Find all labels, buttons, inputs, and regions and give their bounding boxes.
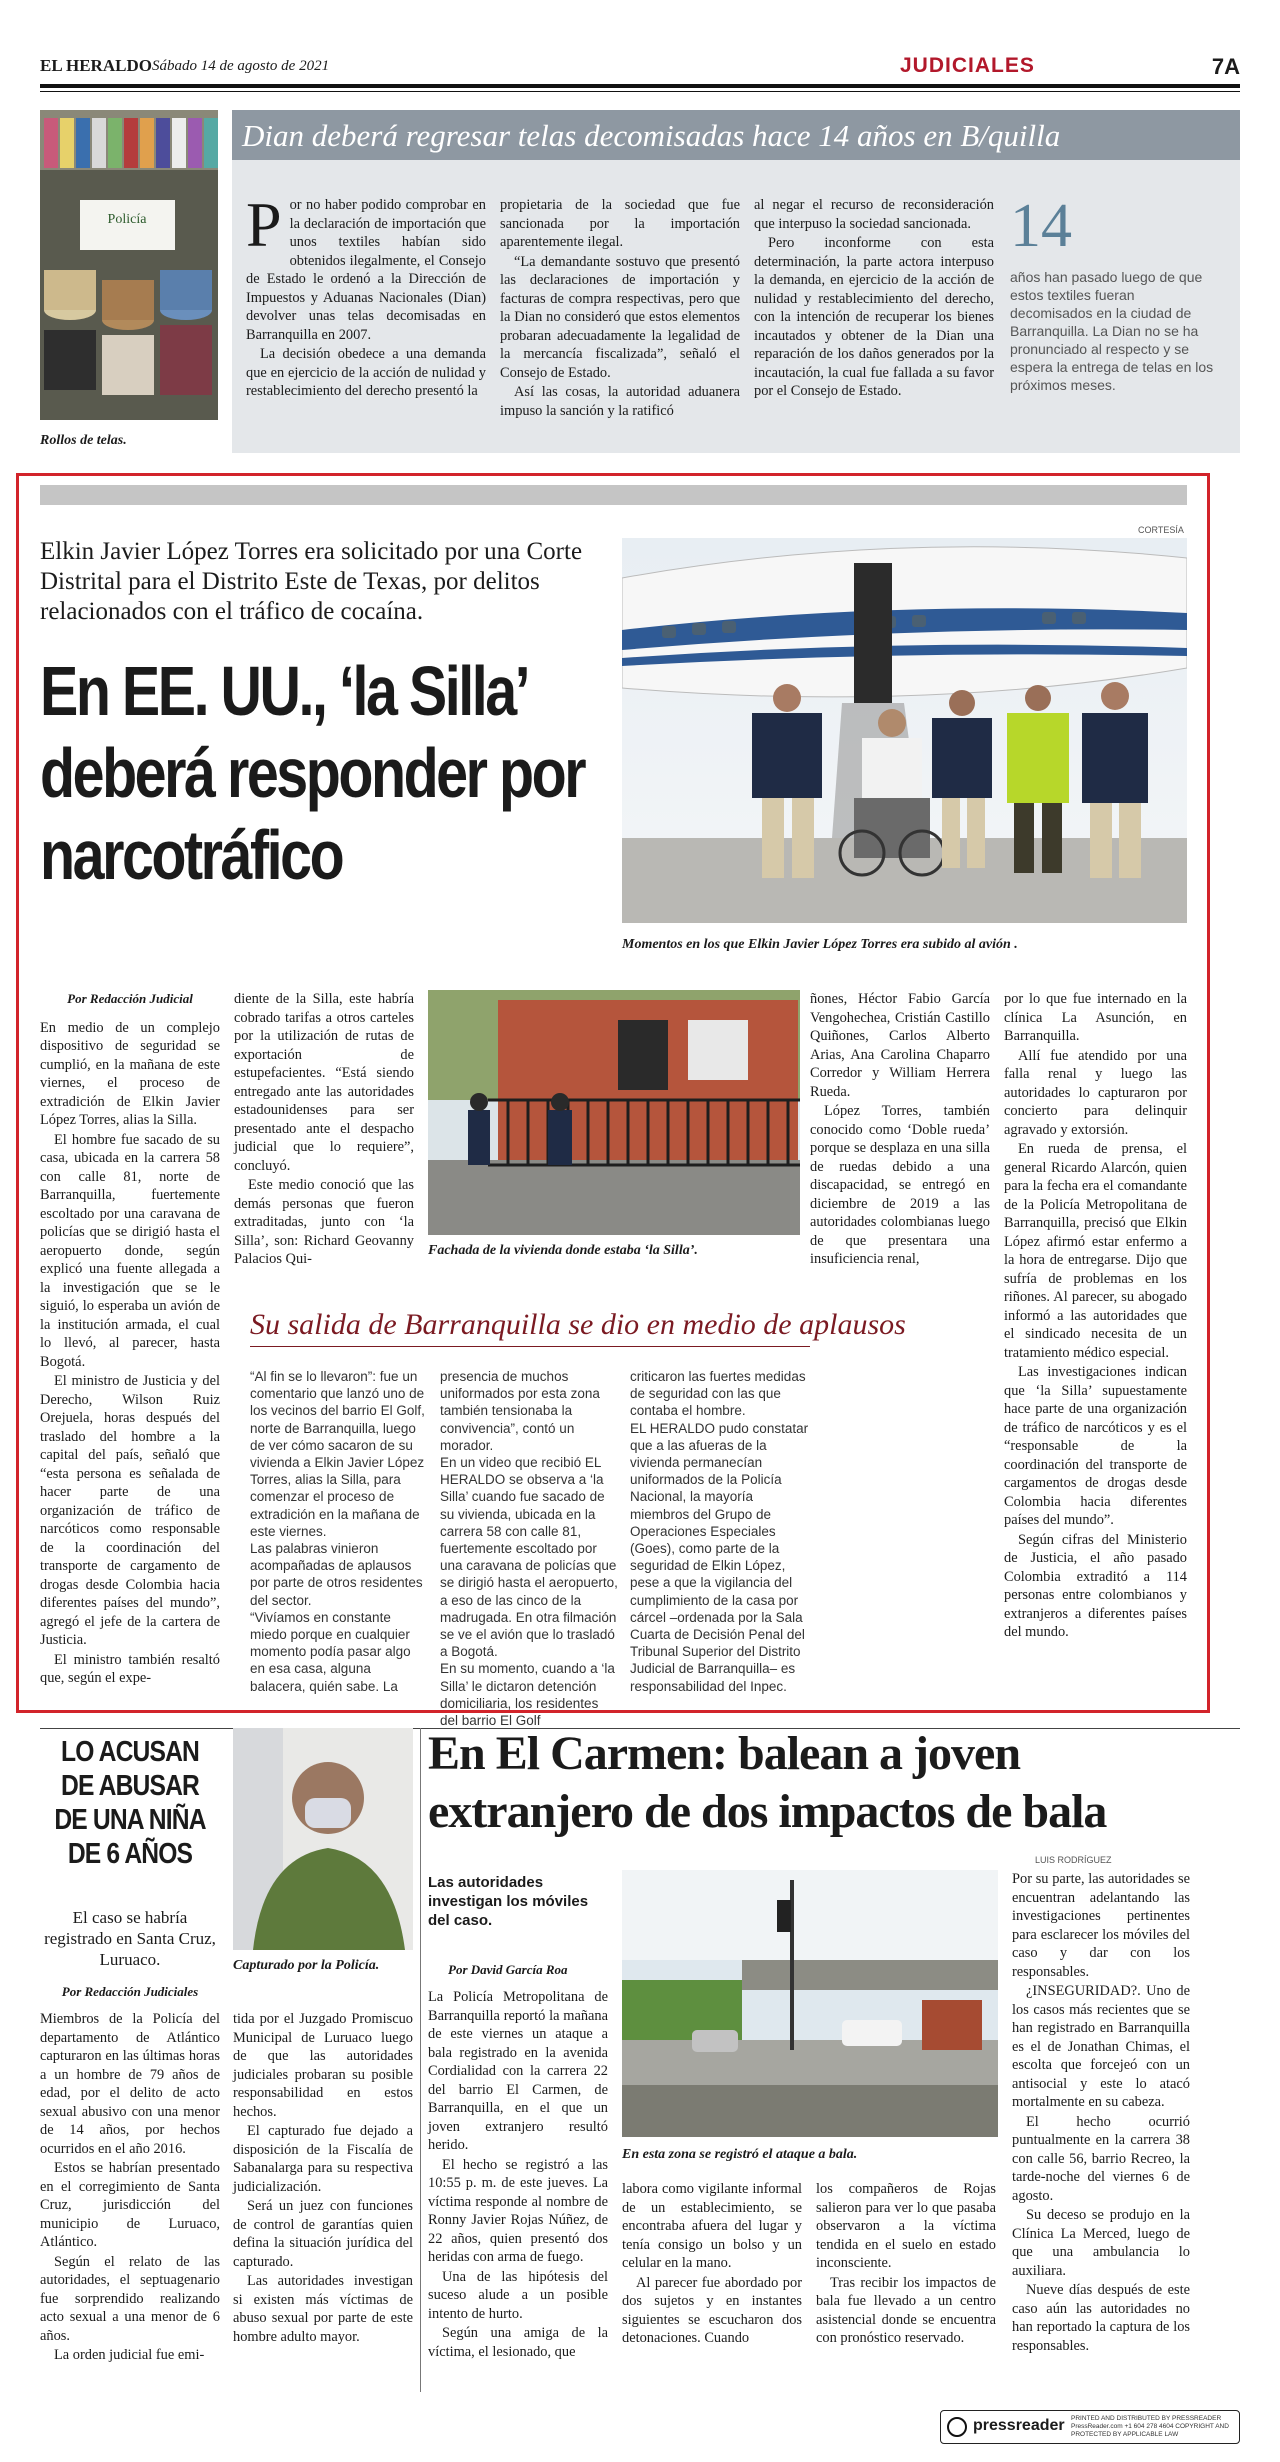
- feature-subheadline: Su salida de Barranquilla se dio en medio de aplausos: [250, 1308, 906, 1341]
- issue-date: Sábado 14 de agosto de 2021: [152, 58, 330, 74]
- feature-column-4: por lo que fue internado en la clínica La Asunción, en Barranquilla. Allí fue atendido por una falla renal y luego las autoridades lo capturaron por concierto para delinquir agravado y extorsión. En rueda de prensa, el general Ricardo Alarcón, quien para la fecha era el comandante de la Policía Metropolitana de Barranquilla, precisó que Elkin López afirmó estar enfermo a la hora de entregarse. Dijo que sufría de problemas en los riñones. Al parecer, su abogado informó a las autoridades que el sindicado necesita de un tratamiento médico especial. Las investigaciones indican que ‘la Silla’ supuestamente hace parte de una organización de tráfico de narcóticos y es el “responsable de la coordinación del transporte de cargamentos de drogas desde Colombia hacia diferentes países del mundo”. Según cifras del Ministerio de Justicia, el año pasado Colombia extraditó a 114 personas entre colombianos y extranjeros a diferentes países del mundo.: [1004, 991, 1187, 1640]
- dian-headline: Dian deberá regresar telas decomisadas hace 14 años en B/quilla: [242, 118, 1061, 153]
- sidebar-column-1: “Al fin se lo llevaron”: fue un comentario que lanzó uno de los vecinos del barrio El Golf, norte de Barranquilla, luego de ver cómo sacaron de su vivienda a Elkin Javier López Torres, alias la Silla, para comenzar el proceso de extradición en la mañana de este viernes. Las palabras vinieron acompañadas de aplausos por parte de otros residentes del sector. “Vivíamos en constante miedo porque en cualquier momento podía pasar algo en esa casa, alguna balacera, quién sabe. La: [250, 1369, 425, 1694]
- pressreader-legal: PRINTED AND DISTRIBUTED BY PRESSREADER PressReader.com +1 604 278 4604 COPYRIGHT AND PROTECTED BY APPLICABLE LAW: [1071, 2415, 1229, 2438]
- dian-column-2: propietaria de la sociedad que fue sancionada por la importación aparentemente ilegal. “La demandante sostuvo que presentó las declaraciones de importación y facturas de compra respectivas, pero que la Dian no consideró que estos elementos probaran adecuadamente la legalidad de la mercancía fiscalizada”, señaló el Consejo de Estado. Así las cosas, la autoridad aduanera impuso la sanción y la ratificó: [500, 197, 740, 419]
- carmen-byline: Por David García Roa: [448, 1962, 568, 1977]
- pressreader-badge[interactable]: [940, 2410, 1240, 2444]
- fabric-rolls-photo: [40, 110, 218, 420]
- carmen-column-3: los compañeros de Rojas salieron para ver lo que pasaba observaron a la víctima tendida en el suelo en estado inconsciente. Tras recibir los impactos de bala fue llevado a un centro asistencial donde se encuentra con pronóstico reservado.: [816, 2181, 996, 2346]
- dian-column-1: Por no haber podido comprobar en la declaración de importación que unos textiles habían sido obtenidos ilegalmente, el Consejo de Estado le ordenó a la Dirección de Impuestos y Aduanas Nacionales (Dian) devolver unas telas decomisadas en Barranquilla en 2007. La decisión obedece a una demanda que en ejercicio de la acción de nulidad y restablecimiento del derecho presentó la: [246, 189, 486, 399]
- feature-column-3: ñones, Héctor Fabio García Vengohechea, Cristián Castillo Quiñones, Carlos Alberto Arias, Ana Carolina Chaparro Corredor y William Herrera Rueda. López Torres, también conocido como ‘Doble rueda’ porque se desplaza en una silla de ruedas debido a una discapacidad, se entregó en diciembre de 2019 a las autoridades colombianas luego de que presentara una insuficiencia renal,: [810, 991, 990, 1267]
- plane-photo-caption: Momentos en los que Elkin Javier López Torres era subido al avión .: [622, 937, 1018, 952]
- dian-photo-caption: Rollos de telas.: [40, 433, 127, 448]
- street-photo-caption: En esta zona se registró el ataque a bala.: [622, 2147, 858, 2162]
- carmen-column-4: Por su parte, las autoridades se encuentran adelantando las investigaciones pertinentes para esclarecer los móviles del caso y dar con los responsables. ¿INSEGURIDAD?. Uno de los casos más recientes que se han registrado en Barranquilla es el de Jonathan Chimas, el escolta que forcejeó con un antisocial y este lo atacó mortalmente en su cabeza. El hecho ocurrió puntualmente en la carrera 38 con calle 56, barrio Recreo, la tarde-noche del viernes 6 de agosto. Su deceso se produjo en la Clínica La Merced, luego de que una ambulancia lo auxiliara. Nueve días después de este caso aún las autoridades no han reportado la captura de los responsables.: [1012, 1871, 1190, 2354]
- feature-byline: Por Redacción Judicial: [67, 991, 193, 1006]
- acusan-headline: LO ACUSAN DE ABUSAR DE UNA NIÑA DE 6 AÑOS: [54, 1736, 206, 1870]
- pressreader-logo-icon: [947, 2417, 967, 2437]
- masthead-rule: [40, 84, 1240, 88]
- acusan-column-1: Miembros de la Policía del departamento de Atlántico capturaron en las últimas horas a un hombre de 79 años de edad, por el delito de acto sexual abusivo con una menor de 14 años, por hechos ocurridos en el año 2016. Estos se habrían presentado en el corregimiento de Santa Cruz, jurisdicción del municipio de Luruaco, Atlántico. Según el relato de las autoridades, el septuagenario fue sorprendido realizando acto sexual a una menor de 6 años. La orden judicial fue emi-: [40, 2011, 220, 2363]
- pressreader-name: pressreader: [973, 2417, 1065, 2434]
- feature-headline: En EE. UU., ‘la Silla’ deberá responder por narcotráfico: [40, 652, 585, 894]
- feature-top-bar: [40, 485, 1187, 505]
- acusan-subhead: El caso se habría registrado en Santa Cruz, Luruaco.: [44, 1908, 216, 1969]
- house-photo-caption: Fachada de la vivienda donde estaba ‘la Silla’.: [428, 1243, 698, 1258]
- masthead-rule-thin: [40, 91, 1240, 92]
- sidebar-column-3: criticaron las fuertes medidas de seguridad con las que contaba el hombre. EL HERALDO pudo constatar que a las afueras de la vivienda permanecían uniformados de la Policía Nacional, la mayoría miembros del Grupo de Operaciones Especiales (Goes), como parte de la seguridad de Elkin López, pese a que la vigilancia del cumplimiento de la casa por cárcel –ordenada por la Sala Cuarta de Decisión Penal del Tribunal Superior del Distrito Judicial de Barranquilla– es responsabilidad del Inpec.: [630, 1369, 809, 1694]
- dian-dropcap: P: [246, 189, 282, 260]
- subheadline-rule: [250, 1346, 810, 1347]
- dian-column-3: al negar el recurso de reconsideración que interpuso la sociedad sancionada. Pero inconforme con esta determinación, la parte actora interpuso la demanda, en ejercicio de la acción de nulidad y restablecimiento del derecho, con la intención de recuperar los bienes incautados y obtener de la Dian una reparación de los daños generados por la incautación, la cual fue fallada a su favor por el Consejo de Estado.: [754, 197, 994, 399]
- page-number: 7A: [1211, 54, 1240, 79]
- suspect-photo-caption: Capturado por la Policía.: [233, 1958, 380, 1973]
- dian-stat-number: 14: [1010, 192, 1072, 260]
- masthead: [40, 52, 1240, 92]
- feature-kicker: Elkin Javier López Torres era solicitado por una Corte Distrital para el Distrito Este de Texas, por delitos relacionados con el tráfico de cocaína.: [40, 538, 583, 625]
- dian-headline-bar: [232, 110, 1240, 160]
- sidebar-column-2: presencia de muchos uniformados por esta zona también tensionaba la convivencia”, contó un morador. En un video que recibió EL HERALDO se observa a ‘la Silla’ cuando fue sacado de su vivienda, ubicada en la carrera 58 con calle 81, fuertemente escoltado por una caravana de policías que se dirigió hasta el aeropuerto, a eso de las cinco de la madrugada. En otra filmación se ve el avión que lo trasladó a Bogotá. En su momento, cuando a ‘la Silla’ le dictaron detención domiciliaria, los residentes del barrio El Golf: [440, 1369, 618, 1729]
- suspect-photo: [233, 1728, 413, 1950]
- plane-photo: [622, 538, 1187, 923]
- feature-column-1: Por Redacción Judicial En medio de un complejo dispositivo de seguridad se cumplió, en la mañana de este viernes, el proceso de extradición de Elkin Javier López Torres, alias la Silla. El hombre fue sacado de su casa, ubicada en la carrera 58 con calle 81, norte de Barranquilla, fuertemente escoltado por una caravana de policías que se dirigió hasta el aeropuerto donde, según explicó una fuente allegada a la investigación que se le siguió, lo esperaba un avión de la institución armada, el cual lo llevó, al parecer, hasta Bogotá. El ministro de Justicia y del Derecho, Wilson Ruiz Orejuela, horas después del traslado del hombre a la capital del país, señaló que “esta persona es señalada de hacer parte de una organización de tráfico de narcóticos como responsable de la coordinación del transporte de cargamento de drogas desde Colombia hacia diferentes países del mundo”, agregó el jefe de la cartera de Justicia. El ministro también resaltó que, según el expe-: [40, 991, 220, 1686]
- feature-column-2: diente de la Silla, este habría cobrado tarifas a otros carteles por la utilización de rutas de exportación de estupefacientes. “Está siendo entregado ante las autoridades estadounidenses para ser presentado ante el despacho judicial que lo requiere”, concluyó. Este medio conoció que las demás personas que fueron extraditadas, junto con ‘la Silla’, son: Richard Geovanny Palacios Qui-: [234, 991, 414, 1267]
- paper-name: EL HERALDO: [40, 56, 152, 75]
- dian-stat-text: años han pasado luego de que estos textiles fueran decomisados en la ciudad de Barranquilla. La Dian no se ha pronunciado al respecto y se espera la entrega de telas en los próximos meses.: [1010, 269, 1214, 393]
- acusan-byline: Por Redacción Judiciales: [61, 1984, 199, 1999]
- street-photo-credit: LUIS RODRÍGUEZ: [1035, 1855, 1112, 1865]
- street-photo: [622, 1870, 998, 2137]
- plane-photo-credit: CORTESÍA: [1138, 525, 1184, 535]
- carmen-column-2: labora como vigilante informal de un establecimiento, se encontraba afuera del lugar y tenía consigo un bolso y un celular en la mano. Al parecer fue abordado por dos sujetos y en instantes siguientes se escucharon dos detonaciones. Cuando: [622, 2181, 802, 2346]
- house-photo: [428, 990, 800, 1235]
- photo-sign: Policía: [107, 212, 147, 227]
- carmen-subhead: Las autoridades investigan los móviles del caso.: [428, 1874, 589, 1929]
- carmen-headline: En El Carmen: balean a joven extranjero de dos impactos de bala: [428, 1727, 1107, 1838]
- acusan-column-2: tida por el Juzgado Promiscuo Municipal de Luruaco luego de que las autoridades judiciales probaran su posible responsabilidad en estos hechos. El capturado fue dejado a disposición de la Fiscalía de Sabanalarga para su respectiva judicialización. Será un juez con funciones de control de garantías quien defina la situación jurídica del capturado. Las autoridades investigan si existen más víctimas de abuso sexual por parte de este hombre adulto mayor.: [233, 2011, 413, 2345]
- section-name: JUDICIALES: [900, 54, 1035, 77]
- carmen-column-1: La Policía Metropolitana de Barranquilla reportó la mañana de este viernes un ataque a bala registrado en la avenida Cordialidad con la carrera 22 del barrio El Carmen, de Barranquilla, en el que un joven extranjero resultó herido. El hecho se registró a las 10:55 p. m. de este jueves. La víctima responde al nombre de Ronny Javier Rojas Núñez, de 22 años, quien presentó dos heridas con arma de fuego. Una de las hipótesis del suceso alude a un posible intento de hurto. Según una amiga de la víctima, el lesionado, que: [428, 1989, 608, 2360]
- bottom-column-rule: [420, 1728, 421, 2392]
